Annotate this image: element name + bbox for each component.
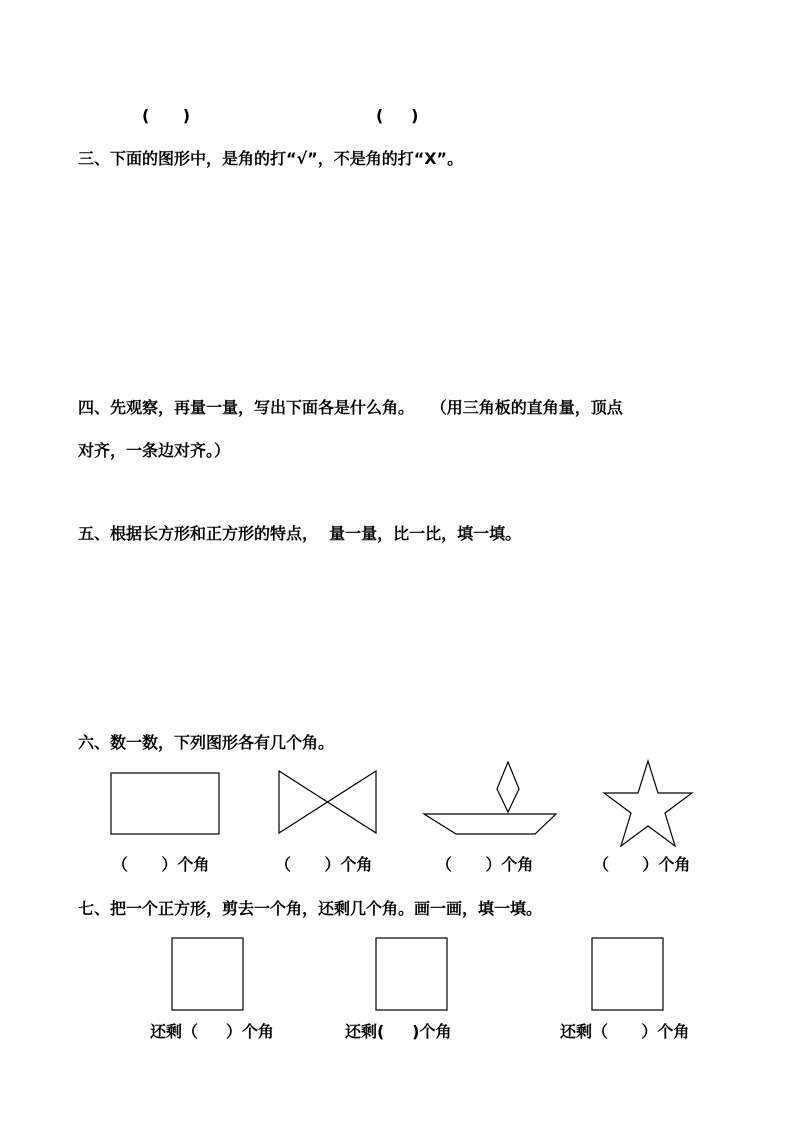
boat-shape [418,752,568,842]
rectangle-shape [100,760,240,850]
square-shape-2 [368,932,458,1017]
top-blank-right: ( ) [376,106,419,125]
section-6-title: 六、数一数，下列图形各有几个角。 [78,733,335,752]
section-7-answer-3: 还剩（ ）个角 [560,1022,690,1041]
section-3-title: 三、下面的图形中，是角的打“√”，不是角的打“X”。 [78,149,464,168]
section-6-answer-2: （ ）个角 [275,855,373,874]
square-shape-1 [165,932,255,1017]
section-4-title-line2: 对齐，一条边对齐。） [78,441,231,460]
section-7-answer-1: 还剩（ ）个角 [150,1022,274,1041]
section-7-answer-2: 还剩( )个角 [345,1022,452,1041]
section-6-answer-4: （ ）个角 [593,855,691,874]
section-4-title-line1: 四、先观察，再量一量，写出下面各是什么角。 （用三角板的直角量，顶点 [78,398,623,417]
section-5-title: 五、根据长方形和正方形的特点， 量一量，比一比，填一填。 [78,524,522,543]
section-6-answer-3: （ ）个角 [436,855,534,874]
square-shape-3 [584,932,674,1017]
section-6-answer-1: （ ）个角 [112,855,210,874]
bowtie-shape [270,760,390,850]
section-7-title: 七、把一个正方形，剪去一个角，还剩几个角。画一画，填一填。 [78,899,543,918]
star-shape [598,758,698,848]
top-blank-left: ( ) [142,106,191,125]
